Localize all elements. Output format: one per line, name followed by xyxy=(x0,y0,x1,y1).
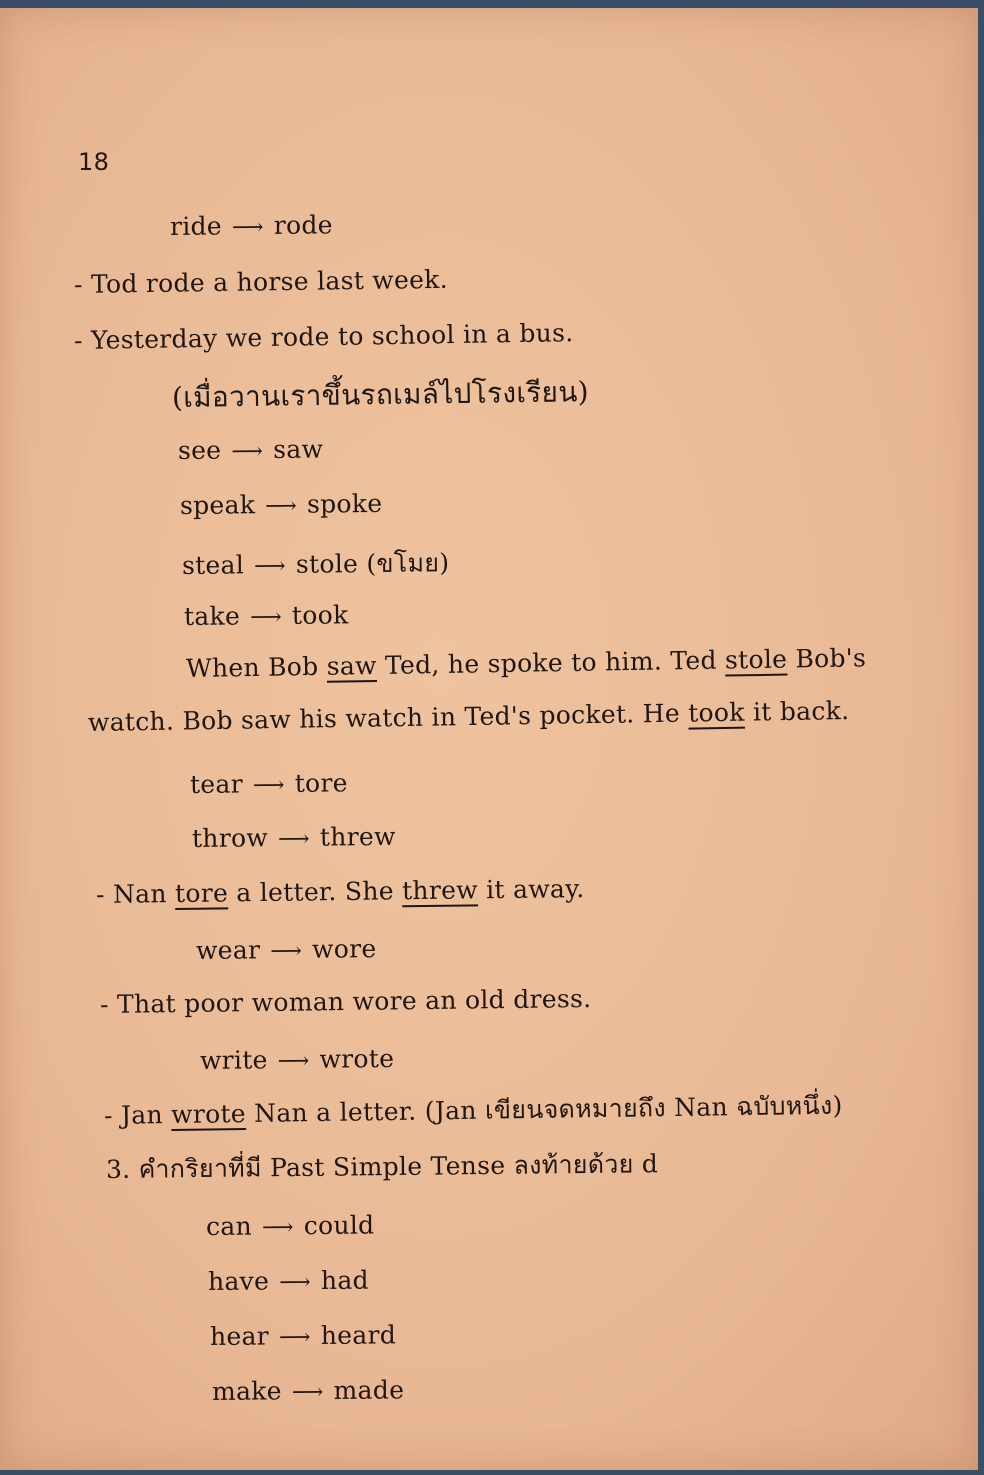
past-verb: threw xyxy=(319,821,396,852)
arrow-icon: ⟶ xyxy=(261,1215,294,1241)
base-verb: can xyxy=(205,1211,253,1241)
past-verb: had xyxy=(320,1265,370,1296)
arrow-icon: ⟶ xyxy=(231,439,264,465)
sentence-text: Yesterday we rode to school in a bus. xyxy=(90,318,574,355)
text-run: Bob's xyxy=(786,643,867,674)
bullet-dash: - xyxy=(73,325,83,355)
past-verb: wrote xyxy=(319,1043,395,1074)
example-sentence-jan xyxy=(104,1086,843,1136)
arrow-icon: ⟶ xyxy=(249,604,283,631)
arrow-icon: ⟶ xyxy=(270,938,303,965)
past-verb: stole xyxy=(295,549,359,579)
book-page xyxy=(0,8,978,1470)
example-sentence-woman xyxy=(100,984,592,1019)
past-verb: could xyxy=(303,1210,375,1241)
base-verb: ride xyxy=(169,211,223,241)
underlined-word: threw xyxy=(401,875,479,906)
verb-pair-ride xyxy=(170,210,333,241)
section-number: 3. xyxy=(105,1154,131,1184)
text-run: Ted, he spoke to him. Ted xyxy=(376,645,726,681)
section-title: คำกริยาที่มี Past Simple Tense ลงท้ายด้วย d xyxy=(138,1149,659,1184)
text-run: watch. Bob saw his watch in Ted's pocket. He xyxy=(87,698,689,737)
verb-pair-take xyxy=(184,600,349,631)
arrow-icon: ⟶ xyxy=(252,773,285,799)
past-verb: heard xyxy=(320,1320,397,1351)
past-verb: tore xyxy=(294,768,348,798)
past-verb: made xyxy=(333,1375,405,1405)
underlined-word: tore xyxy=(174,878,229,909)
text-run: When Bob xyxy=(185,651,327,683)
underlined-word: wrote xyxy=(170,1099,247,1130)
paragraph-line-1 xyxy=(186,643,867,683)
past-verb: wore xyxy=(311,934,377,964)
verb-pair-throw xyxy=(192,822,396,853)
bullet-dash: - xyxy=(99,989,109,1019)
underlined-word: stole xyxy=(724,644,788,675)
text-run: Nan xyxy=(112,879,176,909)
verb-pair-speak xyxy=(180,489,383,520)
arrow-icon: ⟶ xyxy=(279,1270,312,1296)
verb-pair-tear xyxy=(190,768,348,799)
arrow-icon: ⟶ xyxy=(277,826,311,853)
arrow-icon: ⟶ xyxy=(231,215,264,241)
verb-pair-can xyxy=(206,1211,375,1241)
verb-pair-hear xyxy=(210,1320,396,1351)
underlined-word: took xyxy=(687,697,745,728)
example-sentence-nan xyxy=(96,874,585,909)
bullet-dash: - xyxy=(73,269,83,299)
base-verb: hear xyxy=(209,1321,270,1351)
base-verb: take xyxy=(183,601,241,631)
text-run: Jan xyxy=(120,1100,172,1130)
verb-pair-see xyxy=(178,434,324,465)
past-verb: saw xyxy=(273,434,324,465)
base-verb: have xyxy=(207,1266,270,1296)
past-verb: took xyxy=(291,600,349,630)
base-verb: steal xyxy=(181,550,245,580)
sentence-text: That poor woman wore an old dress. xyxy=(116,983,592,1019)
bullet-dash: - xyxy=(103,1100,113,1130)
verb-pair-steal xyxy=(182,543,450,586)
base-verb: make xyxy=(211,1376,282,1406)
past-verb: spoke xyxy=(306,488,383,519)
base-verb: tear xyxy=(189,769,244,799)
section-heading-3 xyxy=(106,1144,659,1190)
verb-pair-have xyxy=(208,1266,369,1296)
base-verb: speak xyxy=(179,490,256,520)
verb-pair-write xyxy=(200,1044,395,1075)
arrow-icon: ⟶ xyxy=(277,1048,310,1075)
base-verb: throw xyxy=(191,823,269,853)
example-sentence-yesterday xyxy=(74,318,574,355)
example-sentence-tod xyxy=(74,265,448,299)
arrow-icon: ⟶ xyxy=(265,493,298,520)
text-run: Nan a letter. (Jan เขียนจดหมายถึง Nan ฉบับหนึ่ง) xyxy=(245,1090,843,1129)
arrow-icon: ⟶ xyxy=(278,1325,311,1351)
underlined-word: saw xyxy=(326,651,377,681)
sentence-text: Tod rode a horse last week. xyxy=(90,264,449,299)
arrow-icon: ⟶ xyxy=(253,553,287,580)
past-verb: rode xyxy=(273,210,333,240)
verb-pair-make xyxy=(212,1375,404,1406)
page-number: 18 xyxy=(78,148,110,176)
text-run: it away. xyxy=(477,874,585,905)
base-verb: write xyxy=(199,1045,268,1075)
bullet-dash: - xyxy=(95,879,105,909)
arrow-icon: ⟶ xyxy=(291,1380,324,1406)
text-run: it back. xyxy=(744,696,850,727)
text-run: a letter. She xyxy=(227,876,403,908)
thai-note: (ขโมย) xyxy=(366,548,450,579)
thai-translation: (เมื่อวานเราขึ้นรถเมล์ไปโรงเรียน) xyxy=(171,375,590,414)
base-verb: see xyxy=(177,435,222,465)
base-verb: wear xyxy=(195,935,261,965)
paragraph-line-2 xyxy=(88,696,850,737)
verb-pair-wear xyxy=(196,934,377,965)
